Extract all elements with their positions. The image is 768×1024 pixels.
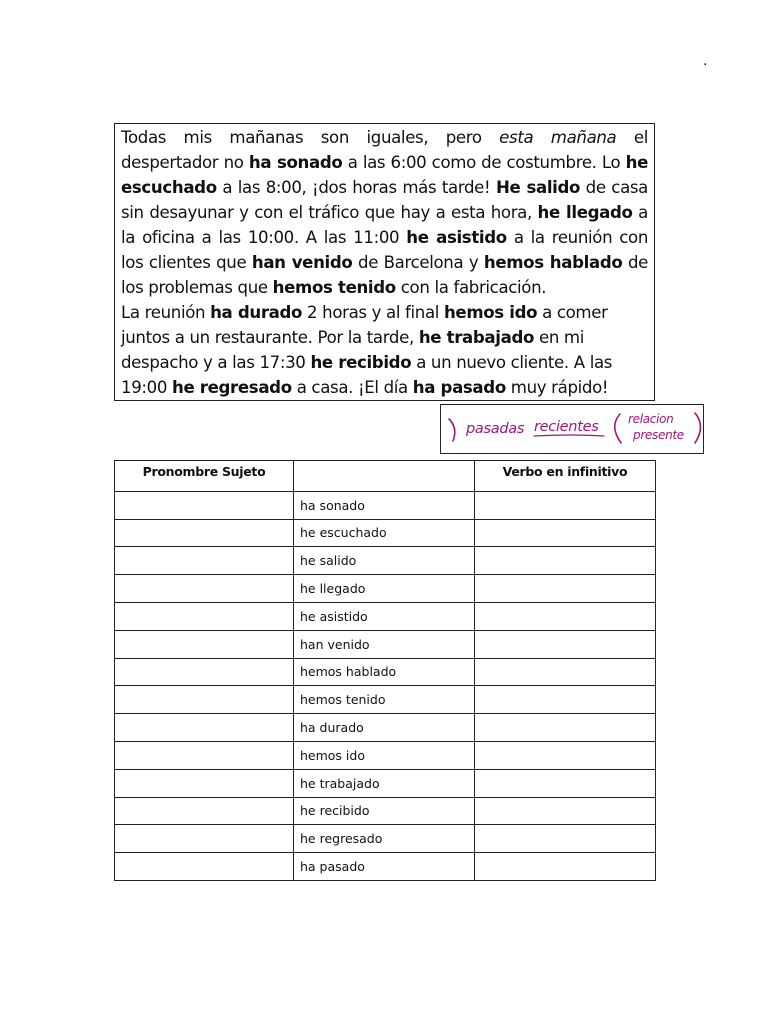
handwritten-note <box>441 405 703 453</box>
passage-text: de Barcelona y <box>352 253 484 272</box>
verb-highlight: he regresado <box>172 378 292 397</box>
table-row <box>115 741 656 769</box>
table-row <box>115 491 656 519</box>
verb-form-cell: hemos tenido <box>294 686 475 714</box>
passage-text: el despertador no <box>121 128 648 172</box>
verb-highlight: He salido <box>495 178 581 197</box>
pronoun-cell[interactable] <box>115 602 294 630</box>
table-header-row <box>115 461 656 492</box>
verb-form-cell: he salido <box>294 547 475 575</box>
note-bracket-open <box>449 419 455 441</box>
verb-highlight: han venido <box>251 253 353 272</box>
pronoun-cell[interactable] <box>115 797 294 825</box>
infinitive-cell[interactable] <box>475 797 656 825</box>
table-row <box>115 686 656 714</box>
table-row <box>115 853 656 881</box>
table-row <box>115 797 656 825</box>
passage-text: de casa sin desayunar y con el tráfico que hay a esta hora, <box>121 178 648 222</box>
passage-text: a un nuevo cliente. A las 19:00 <box>121 353 613 397</box>
verb-highlight: he asistido <box>406 228 507 247</box>
passage-italic: esta mañana <box>499 128 617 147</box>
passage-text: a comer juntos a un restaurante. Por la tarde, <box>121 303 608 347</box>
passage-text: a las 8:00, ¡dos horas más tarde! <box>216 178 496 197</box>
verb-form-cell: han venido <box>294 630 475 658</box>
table-row <box>115 658 656 686</box>
passage-text: a la oficina a las 10:00. A las 11:00 <box>121 203 648 247</box>
verb-form-cell: hemos ido <box>294 741 475 769</box>
pronoun-cell[interactable] <box>115 547 294 575</box>
passage-text: Todas mis mañanas son iguales, pero <box>121 128 500 147</box>
verb-form-cell: he regresado <box>294 825 475 853</box>
verb-form-cell: he llegado <box>294 575 475 603</box>
infinitive-cell[interactable] <box>475 630 656 658</box>
infinitive-cell[interactable] <box>475 825 656 853</box>
passage-text: La reunión <box>121 303 211 322</box>
verb-highlight: he recibido <box>310 353 412 372</box>
infinitive-cell[interactable] <box>475 714 656 742</box>
handwritten-note-box <box>440 404 704 454</box>
note-paren-open <box>615 414 621 443</box>
verb-highlight: hemos hablado <box>483 253 623 272</box>
pronoun-cell[interactable] <box>115 630 294 658</box>
pronoun-cell[interactable] <box>115 825 294 853</box>
table-row <box>115 519 656 547</box>
infinitive-cell[interactable] <box>475 686 656 714</box>
pronoun-cell[interactable] <box>115 491 294 519</box>
verb-highlight: he escuchado <box>121 153 648 197</box>
verb-form-cell: ha durado <box>294 714 475 742</box>
table-row <box>115 602 656 630</box>
passage-text: de los problemas que <box>121 253 649 297</box>
note-word-relacion: relacion <box>628 412 674 426</box>
passage-text: a casa. ¡El día <box>291 378 413 397</box>
infinitive-cell[interactable] <box>475 547 656 575</box>
pronoun-cell[interactable] <box>115 519 294 547</box>
infinitive-cell[interactable] <box>475 602 656 630</box>
verb-worksheet-table <box>114 460 656 881</box>
passage-text: muy rápido! <box>505 378 609 397</box>
note-word-recientes: recientes <box>534 419 599 435</box>
verb-form-cell: ha pasado <box>294 853 475 881</box>
verb-highlight: hemos tenido <box>272 278 396 297</box>
passage-text: en mi despacho y a las 17:30 <box>121 328 584 372</box>
table-row <box>115 630 656 658</box>
infinitive-cell[interactable] <box>475 853 656 881</box>
header-pronombre-sujeto: Pronombre Sujeto <box>115 461 294 492</box>
pronoun-cell[interactable] <box>115 769 294 797</box>
passage-text: con la fabricación. <box>395 278 547 297</box>
verb-form-cell: ha sonado <box>294 491 475 519</box>
pronoun-cell[interactable] <box>115 658 294 686</box>
note-word-pasadas: pasadas <box>466 421 525 437</box>
verb-form-cell: he asistido <box>294 602 475 630</box>
pronoun-cell[interactable] <box>115 714 294 742</box>
pronoun-cell[interactable] <box>115 741 294 769</box>
verb-form-cell: he escuchado <box>294 519 475 547</box>
reading-passage <box>114 123 655 401</box>
note-word-presente: presente <box>633 428 684 442</box>
passage-paragraph-1 <box>121 125 648 300</box>
passage-text: 2 horas y al final <box>302 303 444 322</box>
note-paren-close <box>695 413 701 443</box>
pronoun-cell[interactable] <box>115 686 294 714</box>
passage-paragraph-2 <box>121 300 648 400</box>
passage-text: a la reunión con los clientes que <box>121 228 648 272</box>
verb-form-cell: hemos hablado <box>294 658 475 686</box>
infinitive-cell[interactable] <box>475 741 656 769</box>
verb-highlight: ha sonado <box>248 153 343 172</box>
note-underline <box>534 435 604 436</box>
table-row <box>115 714 656 742</box>
table-row <box>115 547 656 575</box>
verb-highlight: he llegado <box>537 203 633 222</box>
pronoun-cell[interactable] <box>115 575 294 603</box>
table-row <box>115 769 656 797</box>
infinitive-cell[interactable] <box>475 658 656 686</box>
table-row <box>115 825 656 853</box>
header-verbo-infinitivo: Verbo en infinitivo <box>475 461 656 492</box>
infinitive-cell[interactable] <box>475 491 656 519</box>
verb-highlight: ha durado <box>210 303 303 322</box>
page-mark: . <box>703 52 708 69</box>
header-verb-form <box>294 461 475 492</box>
verb-highlight: ha pasado <box>412 378 506 397</box>
table-row <box>115 575 656 603</box>
verb-highlight: he trabajado <box>418 328 535 347</box>
infinitive-cell[interactable] <box>475 769 656 797</box>
infinitive-cell[interactable] <box>475 575 656 603</box>
verb-highlight: hemos ido <box>443 303 538 322</box>
verb-form-cell: he trabajado <box>294 769 475 797</box>
infinitive-cell[interactable] <box>475 519 656 547</box>
verb-form-cell: he recibido <box>294 797 475 825</box>
passage-text: a las 6:00 como de costumbre. Lo <box>342 153 626 172</box>
pronoun-cell[interactable] <box>115 853 294 881</box>
